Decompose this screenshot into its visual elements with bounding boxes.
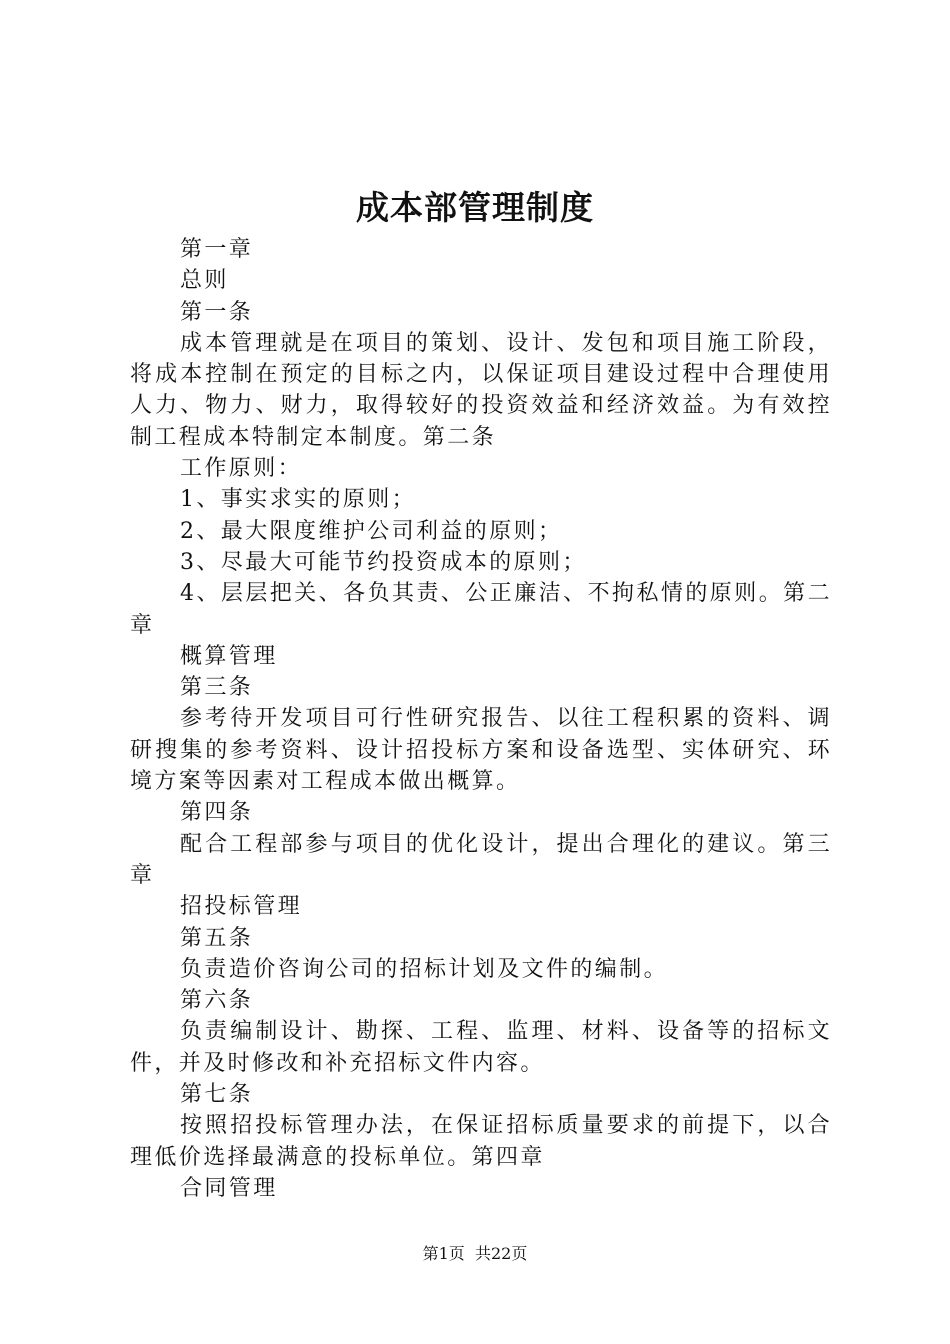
- article-heading: 第四条: [180, 800, 254, 826]
- article-heading: 第六条: [180, 988, 254, 1014]
- paragraph: 配合工程部参与项目的优化设计，提出合理化的建议。第三章: [130, 831, 832, 888]
- paragraph: 工作原则：: [180, 456, 303, 482]
- document-body: [130, 234, 832, 1204]
- article-heading: 第三条: [180, 675, 254, 701]
- paragraph: 负责造价咨询公司的招标计划及文件的编制。: [180, 956, 669, 982]
- chapter-heading: 第一章: [180, 237, 254, 262]
- list-item: 4、层层把关、各负其责、公正廉洁、不拘私情的原则。第二章: [130, 581, 832, 638]
- article-heading: 第五条: [180, 925, 254, 951]
- chapter-title: 概算管理: [180, 643, 278, 669]
- list-item: 1、事实求实的原则；: [180, 487, 416, 513]
- article-heading: 第一条: [180, 299, 254, 325]
- paragraph: 按照招投标管理办法，在保证招标质量要求的前提下，以合理低价选择最满意的投标单位。第四章: [130, 1113, 832, 1170]
- page-footer: [0, 1243, 950, 1265]
- list-item: 3、尽最大可能节约投资成本的原则；: [180, 549, 587, 575]
- paragraph: 成本管理就是在项目的策划、设计、发包和项目施工阶段，将成本控制在预定的目标之内，以保证项目建设过程中合理使用人力、物力、财力，取得较好的投资效益和经济效益。为有效控制工程成本特制定本制度。第二条: [130, 330, 832, 450]
- paragraph: 负责编制设计、勘探、工程、监理、材料、设备等的招标文件，并及时修改和补充招标文件内容。: [130, 1019, 832, 1076]
- chapter-title: 招投标管理: [180, 894, 303, 920]
- page-total: 共22页: [474, 1244, 528, 1263]
- chapter-title: 合同管理: [180, 1175, 278, 1201]
- chapter-title: 总则: [180, 268, 229, 294]
- page-number: 第1页: [422, 1244, 465, 1263]
- page-title: 成本部管理制度: [356, 188, 594, 227]
- article-heading: 第七条: [180, 1082, 254, 1108]
- list-item: 2、最大限度维护公司利益的原则；: [180, 518, 563, 544]
- paragraph: 参考待开发项目可行性研究报告、以往工程积累的资料、调研搜集的参考资料、设计招投标方案和设备选型、实体研究、环境方案等因素对工程成本做出概算。: [130, 706, 832, 795]
